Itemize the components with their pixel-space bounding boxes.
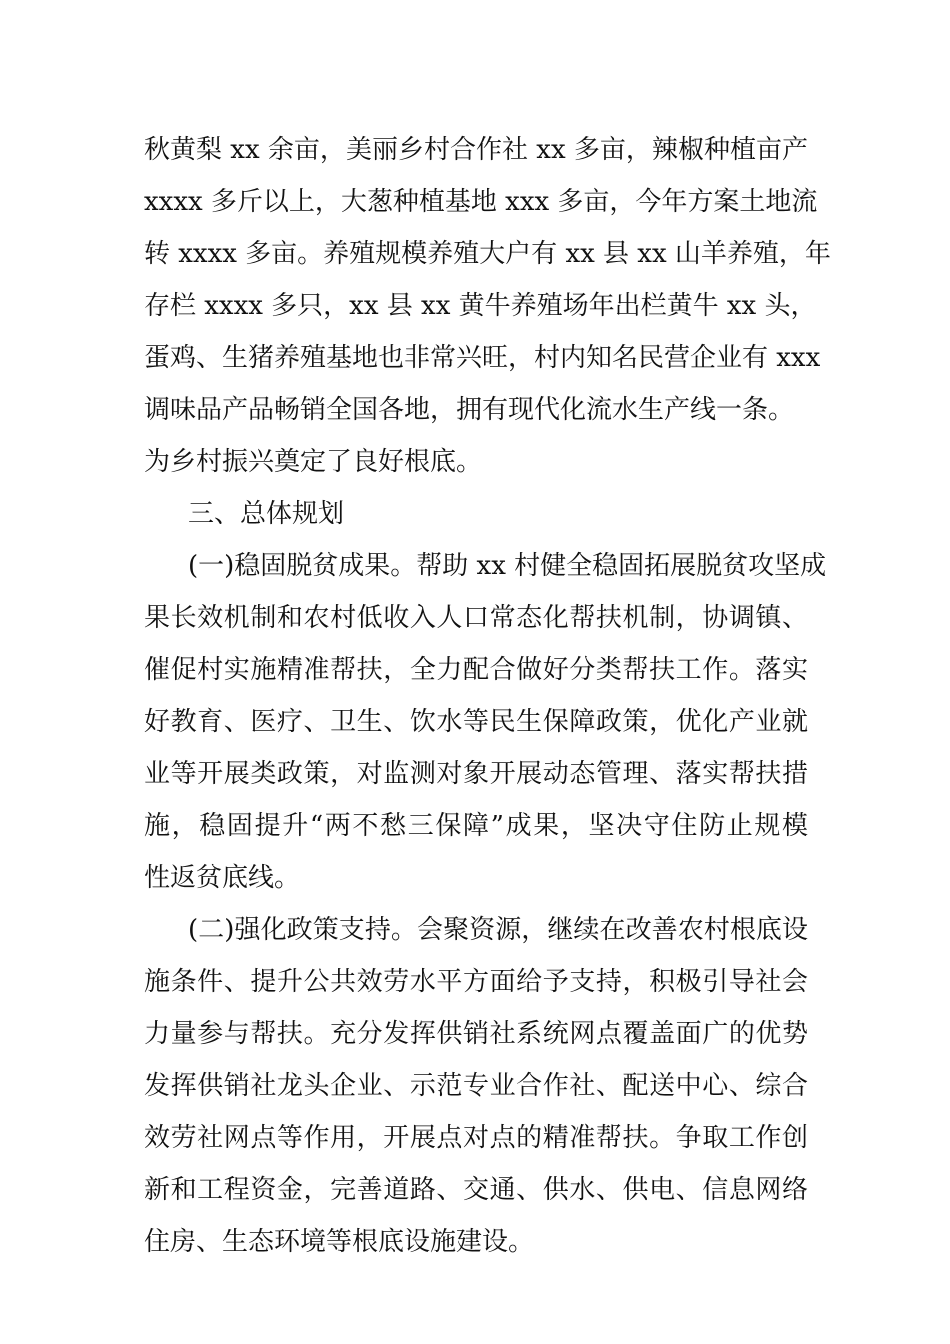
text-line: 发挥供销社龙头企业、示范专业合作社、配送中心、综合 bbox=[144, 1071, 808, 1101]
text-line: 住房、生态环境等根底设施建设。 bbox=[144, 1227, 535, 1257]
text-line: 调味品产品畅销全国各地，拥有现代化流水生产线一条。 bbox=[144, 395, 795, 425]
text-line: 转 xxxx 多亩。养殖规模养殖大户有 xx 县 xx 山羊养殖，年 bbox=[144, 239, 831, 269]
text-line: 好教育、医疗、卫生、饮水等民生保障政策，优化产业就 bbox=[144, 707, 808, 737]
text-line: 催促村实施精准帮扶，全力配合做好分类帮扶工作。落实 bbox=[144, 655, 808, 685]
text-line: 存栏 xxxx 多只，xx 县 xx 黄牛养殖场年出栏黄牛 xx 头， bbox=[144, 291, 817, 321]
text-line: 秋黄梨 xx 余亩，美丽乡村合作社 xx 多亩，辣椒种植亩产 bbox=[144, 135, 808, 165]
text-line: 果长效机制和农村低收入人口常态化帮扶机制，协调镇、 bbox=[144, 603, 808, 633]
text-line: 蛋鸡、生猪养殖基地也非常兴旺，村内知名民营企业有 xxx bbox=[144, 343, 821, 373]
text-line: 力量参与帮扶。充分发挥供销社系统网点覆盖面广的优势 bbox=[144, 1019, 808, 1049]
body-text bbox=[144, 124, 831, 1268]
text-line: 新和工程资金，完善道路、交通、供水、供电、信息网络 bbox=[144, 1175, 808, 1205]
paragraph-first-line: (一)稳固脱贫成果。帮助 xx 村健全稳固拓展脱贫攻坚成 bbox=[188, 551, 827, 581]
text-line: 为乡村振兴奠定了良好根底。 bbox=[144, 447, 483, 477]
text-line: 施，稳固提升“两不愁三保障”成果，坚决守住防止规模 bbox=[144, 811, 808, 841]
text-line: 性返贫底线。 bbox=[144, 863, 301, 893]
text-line: 效劳社网点等作用，开展点对点的精准帮扶。争取工作创 bbox=[144, 1123, 808, 1153]
section-heading: 三、总体规划 bbox=[188, 499, 345, 529]
text-line: 业等开展类政策，对监测对象开展动态管理、落实帮扶措 bbox=[144, 759, 808, 789]
paragraph-first-line: (二)强化政策支持。会聚资源，继续在改善农村根底设 bbox=[188, 915, 808, 945]
text-line: xxxx 多斤以上，大葱种植基地 xxx 多亩，今年方案土地流 bbox=[144, 187, 818, 217]
text-line: 施条件、提升公共效劳水平方面给予支持，积极引导社会 bbox=[144, 967, 808, 997]
